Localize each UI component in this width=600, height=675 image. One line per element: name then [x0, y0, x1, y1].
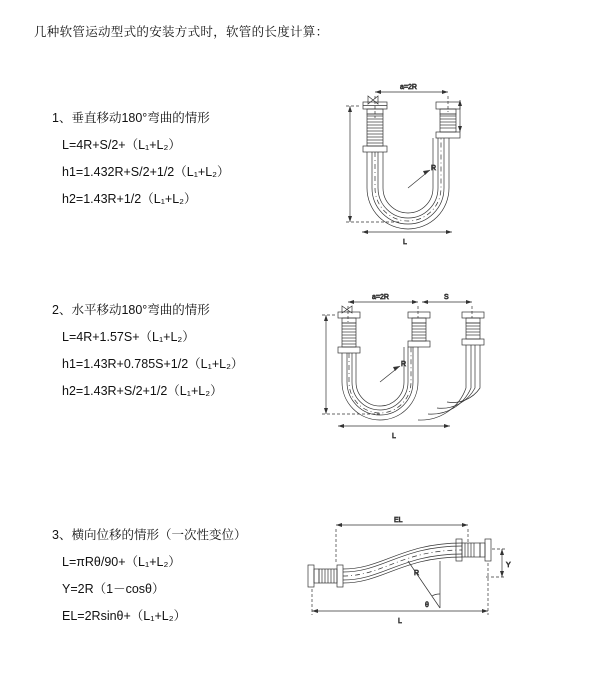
vertical-180-bend-diagram — [300, 70, 550, 270]
section-2-text — [52, 300, 302, 408]
svg-text:θ: θ — [425, 602, 429, 609]
section-2-title-text: 水平移动180°弯曲的情形 — [71, 303, 210, 317]
section-1-formula-2: h1=1.432R+S/2+1/2（L₁+L₂） — [62, 165, 230, 179]
section-3-formula-1: L=πRθ/90+（L₁+L₂） — [62, 555, 181, 569]
section-3-text — [52, 525, 302, 633]
page-title: 几种软管运动型式的安装方式时，软管的长度计算： — [34, 25, 329, 39]
section-1-text — [52, 108, 302, 216]
svg-text:R: R — [401, 361, 407, 368]
svg-text:Y: Y — [506, 562, 511, 569]
section-2-formula-2: h1=1.43R+0.785S+1/2（L₁+L₂） — [62, 357, 244, 371]
section-3-formula-2: Y=2R（1－cosθ） — [62, 582, 165, 596]
section-3-title-text: 横向位移的情形（一次性变位） — [71, 528, 247, 542]
section-2-title — [52, 300, 302, 318]
svg-text:a=2R: a=2R — [372, 294, 389, 301]
horizontal-180-bend-diagram — [300, 284, 550, 459]
section-2-index: 2、 — [52, 303, 72, 317]
section-3-formula-3: EL=2Rsinθ+（L₁+L₂） — [62, 609, 187, 623]
section-1-formula-3: h2=1.43R+1/2（L₁+L₂） — [62, 192, 197, 206]
section-1-title-text: 垂直移动180°弯曲的情形 — [71, 111, 210, 125]
section-3-index: 3、 — [52, 528, 72, 542]
section-1-index: 1、 — [52, 111, 72, 125]
section-3-title — [52, 525, 302, 543]
svg-text:S: S — [444, 294, 449, 301]
section-1-formula-1: L=4R+S/2+（L₁+L₂） — [62, 138, 181, 152]
svg-text:R: R — [431, 165, 437, 172]
section-2-formula-1: L=4R+1.57S+（L₁+L₂） — [62, 330, 195, 344]
lateral-offset-diagram — [290, 503, 540, 643]
section-1-title — [52, 108, 302, 126]
svg-text:L: L — [392, 433, 396, 440]
svg-text:EL: EL — [394, 517, 403, 524]
svg-text:L: L — [403, 239, 407, 246]
svg-text:R: R — [414, 570, 420, 577]
section-2-formula-3: h2=1.43R+S/2+1/2（L₁+L₂） — [62, 384, 223, 398]
svg-text:L: L — [398, 618, 402, 625]
svg-text:a=2R: a=2R — [400, 84, 417, 91]
